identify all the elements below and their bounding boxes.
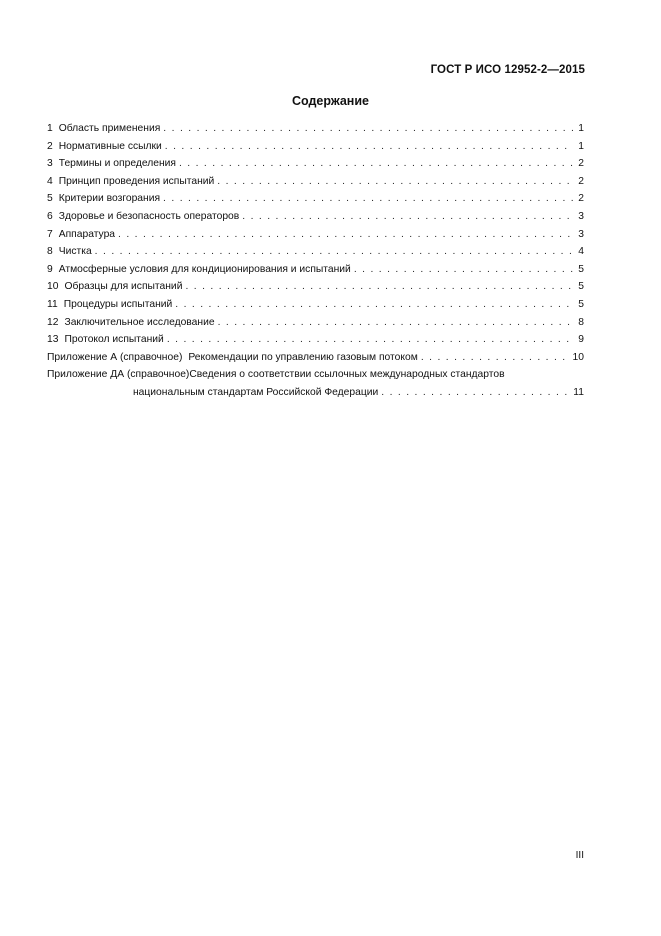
- toc-leader-dots: [175, 296, 573, 314]
- toc-entry-number: 4: [47, 175, 53, 187]
- toc-entry-number: 3: [47, 158, 53, 170]
- toc-entry-page: 4: [578, 246, 584, 258]
- toc-leader-dots: [354, 261, 573, 279]
- toc-entry-title: Принцип проведения испытаний: [58, 175, 215, 187]
- toc-entry-title: Критерии возгорания: [58, 193, 161, 205]
- toc-leader-dots: [217, 173, 573, 191]
- toc-leader-dots: [118, 226, 573, 244]
- toc-entry[interactable]: [47, 173, 584, 191]
- toc-entry-number: 6: [47, 210, 53, 222]
- toc-entry-title: Процедуры испытаний: [63, 298, 173, 310]
- toc-entry[interactable]: [47, 208, 584, 226]
- toc-entry-page: 8: [578, 316, 584, 328]
- toc-entry-page: 3: [578, 228, 584, 240]
- toc-entry[interactable]: [47, 296, 584, 314]
- toc-entry-page: 5: [578, 298, 584, 310]
- toc-entry-page: 9: [578, 334, 584, 346]
- toc-entry-title: Термины и определения: [58, 158, 176, 170]
- toc-entry-page: 10: [572, 351, 584, 363]
- toc-entry-number: 11: [47, 298, 58, 310]
- toc-leader-dots: [179, 155, 573, 173]
- toc-entry[interactable]: [47, 155, 584, 173]
- toc-entry-page: 2: [578, 158, 584, 170]
- toc-entry-title: Протокол испытаний: [64, 334, 164, 346]
- toc-entry-title: Здоровье и безопасность операторов: [58, 210, 240, 222]
- toc-leader-dots: [167, 331, 573, 349]
- toc-entry-number: 13: [47, 334, 59, 346]
- toc-entry[interactable]: [47, 243, 584, 261]
- toc-entry[interactable]: [47, 278, 584, 296]
- toc-entry-number: 9: [47, 263, 53, 275]
- toc-entry-number: 1: [47, 123, 53, 134]
- toc-entry[interactable]: [47, 314, 584, 332]
- toc-annex-title-continued: национальным стандартам Российской Федерации: [133, 386, 379, 398]
- toc-leader-dots: [95, 243, 573, 261]
- toc-leader-dots: [218, 314, 573, 332]
- toc-leader-dots: [165, 138, 573, 156]
- toc-entry-number: 12: [47, 316, 59, 328]
- toc-entry-title: Образцы для испытаний: [64, 281, 183, 293]
- toc-annex-label: Приложение ДА (справочное): [47, 369, 190, 381]
- toc-annex-title: Рекомендации по управлению газовым потоком: [188, 351, 418, 363]
- toc-annex-entry[interactable]: [47, 349, 584, 367]
- toc-entry-title: Заключительное исследование: [64, 316, 215, 328]
- toc-entry[interactable]: [47, 120, 584, 138]
- toc-entry-page: 2: [578, 175, 584, 187]
- toc-annex-label: Приложение А (справочное): [47, 351, 183, 363]
- toc-leader-dots: [163, 190, 573, 208]
- toc-leader-dots: [381, 384, 570, 402]
- toc-entry-title: Нормативные ссылки: [58, 140, 162, 152]
- toc-entry-number: 8: [47, 246, 53, 258]
- toc-entry-number: 10: [47, 281, 59, 293]
- toc-entry-number: 2: [47, 140, 53, 152]
- toc-entry[interactable]: [47, 226, 584, 244]
- page-number: III: [575, 850, 584, 861]
- toc-entry-title: Область применения: [58, 123, 161, 134]
- toc-entry[interactable]: [47, 190, 584, 208]
- document-code: ГОСТ Р ИСО 12952-2—2015: [430, 64, 585, 76]
- toc-entry-page: 2: [578, 193, 584, 205]
- toc-annex-entry[interactable]: [47, 366, 584, 401]
- toc-entry-title: Аппаратура: [58, 228, 116, 240]
- toc-title: Содержание: [291, 94, 369, 108]
- toc-entry-number: 5: [47, 193, 53, 205]
- toc-entry-page: 1: [578, 123, 584, 134]
- toc-entry[interactable]: [47, 331, 584, 349]
- toc-entry-page: 11: [573, 386, 584, 398]
- toc-entry-title: Чистка: [58, 246, 92, 258]
- toc-entry-page: 5: [578, 263, 584, 275]
- table-of-contents: [47, 120, 584, 402]
- toc-entry-page: 3: [578, 210, 584, 222]
- toc-annex-title: Сведения о соответствии ссылочных международных стандартов: [189, 369, 505, 381]
- toc-entry-number: 7: [47, 228, 53, 240]
- toc-leader-dots: [242, 208, 573, 226]
- toc-entry-title: Атмосферные условия для кондиционирования и испытаний: [58, 263, 351, 275]
- toc-entry[interactable]: [47, 138, 584, 156]
- toc-leader-dots: [421, 349, 570, 367]
- toc-entry-page: 1: [578, 140, 584, 152]
- toc-entry-page: 5: [578, 281, 584, 293]
- toc-leader-dots: [185, 278, 573, 296]
- toc-entry[interactable]: [47, 261, 584, 279]
- toc-leader-dots: [163, 120, 573, 138]
